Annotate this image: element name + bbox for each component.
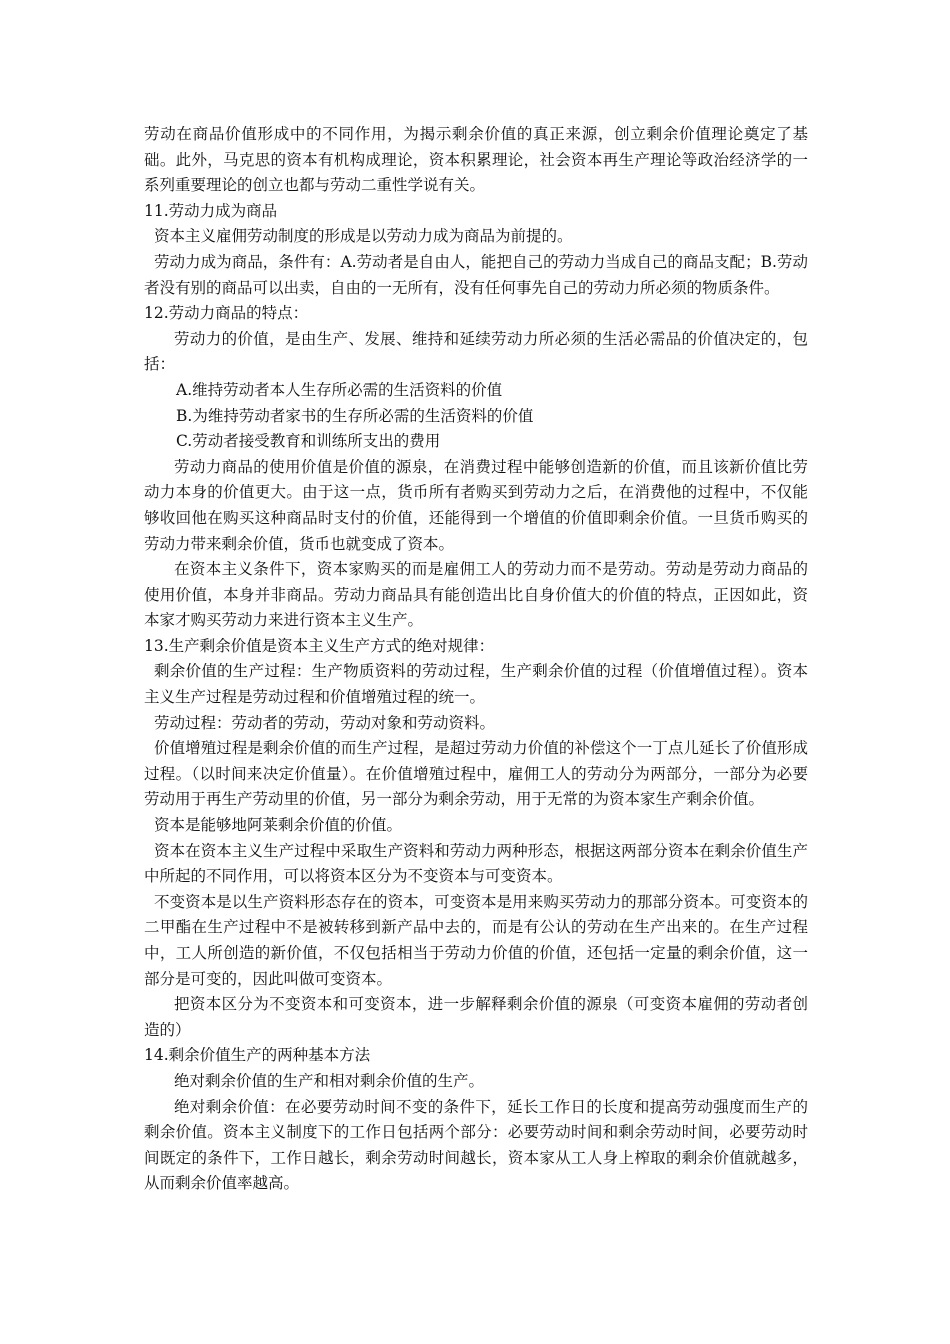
paragraph: 不变资本是以生产资料形态存在的资本，可变资本是用来购买劳动力的那部分资本。可变资本的二甲酯在生产过程中不是被转移到新产品中去的，而是有公认的劳动在生产出来的。在生产过程中，工人所创造的新价值，不仅包括相当于劳动力价值的价值，还包括一定量的剩余价值，这一部分是可变的，因此叫做可变资本。 — [144, 892, 808, 988]
paragraph: 劳动过程：劳动者的劳动，劳动对象和劳动资料。 — [154, 713, 496, 732]
list-item: B.为维持劳动者家书的生存所必需的生活资料的价值 — [176, 406, 534, 425]
heading-13: 13.生产剩余价值是资本主义生产方式的绝对规律： — [144, 636, 495, 655]
paragraph: 劳动力商品的使用价值是价值的源泉，在消费过程中能够创造新的价值，而且该新价值比劳动力本身的价值更大。由于这一点，货币所有者购买到劳动力之后，在消费他的过程中，不仅能够收回他在购买这种商品时支付的价值，还能得到一个增值的价值即剩余价值。一旦货币购买的劳动力带来剩余价值，货币也就变成了资本。 — [144, 457, 808, 553]
heading-11: 11.劳动力成为商品 — [144, 201, 278, 220]
paragraph: 绝对剩余价值的生产和相对剩余价值的生产。 — [174, 1071, 485, 1090]
paragraph: 劳动力的价值，是由生产、发展、维持和延续劳动力所必须的生活必需品的价值决定的，包括： — [144, 329, 808, 374]
heading-12: 12.劳动力商品的特点： — [144, 304, 309, 323]
paragraph: 剩余价值的生产过程：生产物质资料的劳动过程，生产剩余价值的过程（价值增值过程）。资本主义生产过程是劳动过程和价值增殖过程的统一。 — [144, 662, 808, 707]
document-body — [144, 122, 808, 1197]
paragraph: 资本在资本主义生产过程中采取生产资料和劳动力两种形态，根据这两部分资本在剩余价值生产中所起的不同作用，可以将资本区分为不变资本与可变资本。 — [144, 841, 808, 886]
paragraph: 绝对剩余价值：在必要劳动时间不变的条件下，延长工作日的长度和提高劳动强度而生产的剩余价值。资本主义制度下的工作日包括两个部分：必要劳动时间和剩余劳动时间，必要劳动时间既定的条件下，工作日越长，剩余劳动时间越长，资本家从工人身上榨取的剩余价值就越多，从而剩余价值率越高。 — [144, 1097, 808, 1193]
paragraph: 劳动力成为商品，条件有：A.劳动者是自由人，能把自己的劳动力当成自己的商品支配；B.劳动者没有别的商品可以出卖，自由的一无所有，没有任何事先自己的劳动力所必须的物质条件。 — [144, 252, 808, 297]
paragraph: 资本主义雇佣劳动制度的形成是以劳动力成为商品为前提的。 — [154, 227, 573, 246]
list-item: C.劳动者接受教育和训练所支出的费用 — [176, 432, 441, 451]
heading-14: 14.剩余价值生产的两种基本方法 — [144, 1046, 371, 1065]
paragraph-intro: 劳动在商品价值形成中的不同作用，为揭示剩余价值的真正来源，创立剩余价值理论奠定了基础。此外，马克思的资本有机构成理论，资本积累理论，社会资本再生产理论等政治经济学的一系列重要理论的创立也都与劳动二重性学说有关。 — [144, 125, 808, 195]
list-item: A.维持劳动者本人生存所必需的生活资料的价值 — [176, 380, 503, 399]
paragraph: 价值增殖过程是剩余价值的而生产过程，是超过劳动力价值的补偿这个一丁点儿延长了价值形成过程。（以时间来决定价值量）。在价值增殖过程中，雇佣工人的劳动分为两部分，一部分为必要劳动用于再生产劳动里的价值，另一部分为剩余劳动，用于无常的为资本家生产剩余价值。 — [144, 739, 808, 809]
paragraph: 在资本主义条件下，资本家购买的而是雇佣工人的劳动力而不是劳动。劳动是劳动力商品的使用价值，本身并非商品。劳动力商品具有能创造出比自身价值大的价值的特点，正因如此，资本家才购买劳动力来进行资本主义生产。 — [144, 560, 808, 630]
paragraph: 资本是能够地阿莱剩余价值的价值。 — [154, 816, 403, 835]
paragraph: 把资本区分为不变资本和可变资本，进一步解释剩余价值的源泉（可变资本雇佣的劳动者创造的） — [144, 995, 808, 1039]
